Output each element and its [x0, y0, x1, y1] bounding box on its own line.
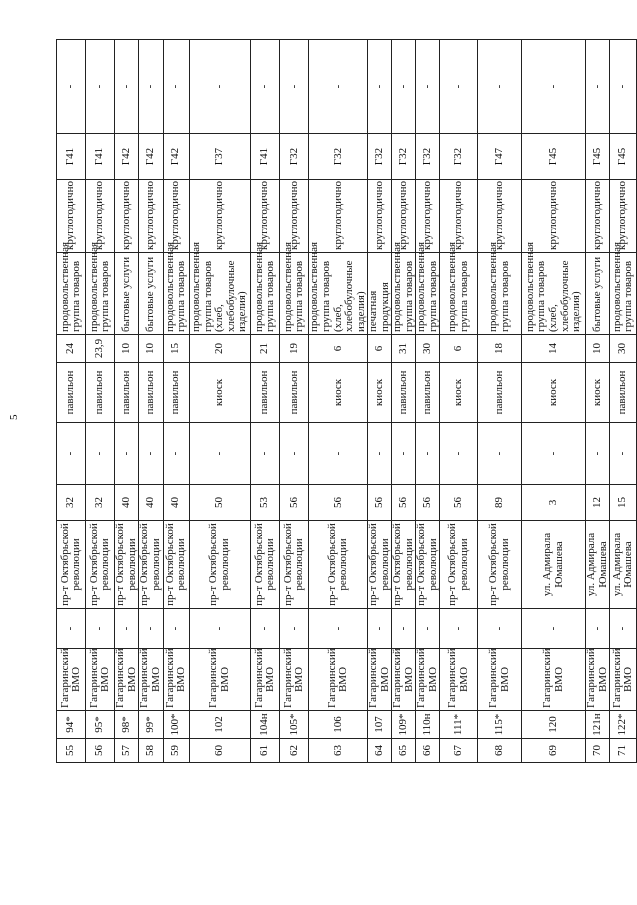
- cell-c4: -: [86, 609, 115, 649]
- table-row: [189, 40, 250, 763]
- table-body: [57, 40, 637, 763]
- cell-area: 6: [440, 335, 478, 363]
- cell-mode: круглогодично: [368, 180, 392, 253]
- cell-c4: -: [57, 609, 86, 649]
- cell-type: павильон: [416, 363, 440, 423]
- cell-spec: бытовые услуги: [115, 253, 139, 335]
- cell-type: павильон: [163, 363, 189, 423]
- cell-c4: -: [309, 609, 368, 649]
- cell-street: пр-т Октябрьской революции: [368, 521, 392, 609]
- cell-house: 12: [586, 485, 610, 521]
- cell-gost: Г42: [163, 134, 189, 180]
- cell-district: Гагаринский ВМО: [309, 649, 368, 711]
- cell-street: пр-т Октябрьской революции: [416, 521, 440, 609]
- cell-spec: продовольственная группа товаров: [610, 253, 636, 335]
- cell-c4: -: [251, 609, 280, 649]
- cell-c7: -: [392, 423, 416, 485]
- cell-area: 30: [416, 335, 440, 363]
- cell-street: пр-т Октябрьской революции: [440, 521, 478, 609]
- cell-spec: продовольственная группа товаров: [163, 253, 189, 335]
- cell-code: 107: [368, 711, 392, 739]
- cell-type: павильон: [86, 363, 115, 423]
- cell-area: 15: [163, 335, 189, 363]
- cell-c4: -: [522, 609, 586, 649]
- cell-area: 30: [610, 335, 636, 363]
- cell-type: павильон: [57, 363, 86, 423]
- cell-c4: -: [586, 609, 610, 649]
- cell-c13: -: [309, 40, 368, 134]
- cell-c7: -: [309, 423, 368, 485]
- cell-n: 70: [586, 739, 610, 763]
- cell-c13: -: [163, 40, 189, 134]
- cell-mode: круглогодично: [416, 180, 440, 253]
- table-row: [115, 40, 139, 763]
- cell-c7: -: [163, 423, 189, 485]
- cell-area: 10: [139, 335, 163, 363]
- cell-district: Гагаринский ВМО: [163, 649, 189, 711]
- cell-house: 50: [189, 485, 250, 521]
- cell-gost: Г47: [478, 134, 522, 180]
- cell-district: Гагаринский ВМО: [280, 649, 309, 711]
- cell-c13: -: [280, 40, 309, 134]
- cell-district: Гагаринский ВМО: [115, 649, 139, 711]
- cell-spec: продовольственная группа товаров: [280, 253, 309, 335]
- cell-spec: продовольственная группа товаров: [440, 253, 478, 335]
- cell-mode: круглогодично: [189, 180, 250, 253]
- cell-area: 6: [309, 335, 368, 363]
- cell-c13: -: [57, 40, 86, 134]
- cell-code: 121н: [586, 711, 610, 739]
- cell-mode: круглогодично: [309, 180, 368, 253]
- cell-spec: продовольственная группа товаров: [478, 253, 522, 335]
- cell-house: 53: [251, 485, 280, 521]
- cell-house: 56: [309, 485, 368, 521]
- cell-code: 104н: [251, 711, 280, 739]
- cell-code: 115*: [478, 711, 522, 739]
- cell-c4: -: [368, 609, 392, 649]
- cell-house: 56: [440, 485, 478, 521]
- cell-c13: -: [139, 40, 163, 134]
- cell-district: Гагаринский ВМО: [522, 649, 586, 711]
- cell-mode: круглогодично: [280, 180, 309, 253]
- cell-street: пр-т Октябрьской революции: [189, 521, 250, 609]
- cell-mode: круглогодично: [522, 180, 586, 253]
- cell-type: павильон: [478, 363, 522, 423]
- cell-area: 10: [586, 335, 610, 363]
- cell-c7: -: [440, 423, 478, 485]
- cell-type: павильон: [392, 363, 416, 423]
- cell-c7: -: [251, 423, 280, 485]
- cell-c7: -: [189, 423, 250, 485]
- cell-c13: -: [368, 40, 392, 134]
- cell-district: Гагаринский ВМО: [440, 649, 478, 711]
- cell-n: 57: [115, 739, 139, 763]
- cell-type: киоск: [586, 363, 610, 423]
- cell-c13: -: [86, 40, 115, 134]
- cell-c7: -: [478, 423, 522, 485]
- table-row: [280, 40, 309, 763]
- cell-district: Гагаринский ВМО: [368, 649, 392, 711]
- cell-spec: бытовые услуги: [139, 253, 163, 335]
- cell-code: 110н: [416, 711, 440, 739]
- cell-district: Гагаринский ВМО: [139, 649, 163, 711]
- cell-house: 56: [280, 485, 309, 521]
- cell-c7: -: [280, 423, 309, 485]
- cell-c4: -: [280, 609, 309, 649]
- cell-district: Гагаринский ВМО: [586, 649, 610, 711]
- page-number: 5: [8, 414, 20, 420]
- cell-area: 6: [368, 335, 392, 363]
- cell-mode: круглогодично: [115, 180, 139, 253]
- cell-type: киоск: [309, 363, 368, 423]
- cell-mode: круглогодично: [440, 180, 478, 253]
- cell-gost: Г37: [189, 134, 250, 180]
- cell-area: 14: [522, 335, 586, 363]
- table-row: [57, 40, 86, 763]
- cell-house: 56: [392, 485, 416, 521]
- cell-code: 102: [189, 711, 250, 739]
- cell-c4: -: [163, 609, 189, 649]
- cell-c7: -: [368, 423, 392, 485]
- cell-code: 94*: [57, 711, 86, 739]
- cell-code: 99*: [139, 711, 163, 739]
- cell-area: 21: [251, 335, 280, 363]
- cell-c7: -: [586, 423, 610, 485]
- cell-c4: -: [440, 609, 478, 649]
- cell-area: 18: [478, 335, 522, 363]
- cell-code: 120: [522, 711, 586, 739]
- cell-mode: круглогодично: [251, 180, 280, 253]
- cell-house: 40: [115, 485, 139, 521]
- cell-house: 32: [86, 485, 115, 521]
- cell-gost: Г32: [440, 134, 478, 180]
- cell-c4: -: [416, 609, 440, 649]
- cell-n: 60: [189, 739, 250, 763]
- rotated-table-container: [56, 40, 635, 763]
- cell-spec: продовольственная группа товаров (хлеб, хлебобулочные изделия): [189, 253, 250, 335]
- cell-code: 105*: [280, 711, 309, 739]
- cell-street: пр-т Октябрьской революции: [163, 521, 189, 609]
- table-row: [368, 40, 392, 763]
- cell-gost: Г45: [610, 134, 636, 180]
- cell-n: 58: [139, 739, 163, 763]
- cell-mode: круглогодично: [86, 180, 115, 253]
- cell-c13: -: [522, 40, 586, 134]
- cell-spec: продовольственная группа товаров: [86, 253, 115, 335]
- cell-district: Гагаринский ВМО: [251, 649, 280, 711]
- cell-c13: -: [586, 40, 610, 134]
- cell-n: 71: [610, 739, 636, 763]
- cell-area: 19: [280, 335, 309, 363]
- cell-house: 3: [522, 485, 586, 521]
- cell-type: павильон: [610, 363, 636, 423]
- cell-mode: круглогодично: [392, 180, 416, 253]
- cell-c13: -: [610, 40, 636, 134]
- cell-c13: -: [251, 40, 280, 134]
- cell-gost: Г32: [392, 134, 416, 180]
- cell-house: 40: [163, 485, 189, 521]
- table-row: [251, 40, 280, 763]
- cell-gost: Г45: [522, 134, 586, 180]
- cell-n: 59: [163, 739, 189, 763]
- cell-n: 61: [251, 739, 280, 763]
- cell-c7: -: [139, 423, 163, 485]
- table-row: [478, 40, 522, 763]
- cell-gost: Г32: [309, 134, 368, 180]
- cell-district: Гагаринский ВМО: [392, 649, 416, 711]
- cell-c7: -: [522, 423, 586, 485]
- cell-n: 65: [392, 739, 416, 763]
- cell-type: павильон: [139, 363, 163, 423]
- cell-house: 32: [57, 485, 86, 521]
- cell-code: 111*: [440, 711, 478, 739]
- cell-mode: круглогодично: [139, 180, 163, 253]
- cell-mode: круглогодично: [57, 180, 86, 253]
- cell-gost: Г41: [86, 134, 115, 180]
- cell-mode: круглогодично: [478, 180, 522, 253]
- cell-spec: продовольственная группа товаров: [416, 253, 440, 335]
- cell-street: пр-т Октябрьской революции: [309, 521, 368, 609]
- cell-code: 122*: [610, 711, 636, 739]
- table-row: [522, 40, 586, 763]
- table-row: [440, 40, 478, 763]
- cell-n: 56: [86, 739, 115, 763]
- table-row: [416, 40, 440, 763]
- cell-c7: -: [86, 423, 115, 485]
- cell-n: 66: [416, 739, 440, 763]
- cell-gost: Г41: [57, 134, 86, 180]
- cell-area: 23,9: [86, 335, 115, 363]
- cell-c7: -: [57, 423, 86, 485]
- cell-gost: Г41: [251, 134, 280, 180]
- cell-district: Гагаринский ВМО: [416, 649, 440, 711]
- cell-spec: бытовые услуги: [586, 253, 610, 335]
- table-row: [309, 40, 368, 763]
- cell-house: 56: [368, 485, 392, 521]
- cell-gost: Г42: [115, 134, 139, 180]
- cell-house: 15: [610, 485, 636, 521]
- cell-district: Гагаринский ВМО: [57, 649, 86, 711]
- cell-c13: -: [478, 40, 522, 134]
- cell-type: павильон: [280, 363, 309, 423]
- cell-n: 64: [368, 739, 392, 763]
- table-row: [139, 40, 163, 763]
- cell-spec: продовольственная группа товаров (хлеб, хлебобулочные изделия): [522, 253, 586, 335]
- cell-type: киоск: [368, 363, 392, 423]
- cell-spec: продовольственная группа товаров: [392, 253, 416, 335]
- cell-street: пр-т Октябрьской революции: [478, 521, 522, 609]
- cell-code: 106: [309, 711, 368, 739]
- cell-c13: -: [416, 40, 440, 134]
- cell-area: 24: [57, 335, 86, 363]
- cell-c7: -: [610, 423, 636, 485]
- cell-c4: -: [189, 609, 250, 649]
- cell-c13: -: [115, 40, 139, 134]
- cell-district: Гагаринский ВМО: [610, 649, 636, 711]
- cell-n: 69: [522, 739, 586, 763]
- cell-street: пр-т Октябрьской революции: [86, 521, 115, 609]
- cell-n: 67: [440, 739, 478, 763]
- cell-district: Гагаринский ВМО: [189, 649, 250, 711]
- cell-c4: -: [115, 609, 139, 649]
- cell-gost: Г32: [368, 134, 392, 180]
- cell-code: 98*: [115, 711, 139, 739]
- cell-gost: Г32: [280, 134, 309, 180]
- cell-c4: -: [610, 609, 636, 649]
- cell-c7: -: [115, 423, 139, 485]
- cell-c13: -: [440, 40, 478, 134]
- cell-n: 63: [309, 739, 368, 763]
- cell-street: пр-т Октябрьской революции: [57, 521, 86, 609]
- cell-n: 62: [280, 739, 309, 763]
- cell-type: киоск: [189, 363, 250, 423]
- cell-gost: Г45: [586, 134, 610, 180]
- cell-gost: Г42: [139, 134, 163, 180]
- cell-code: 109*: [392, 711, 416, 739]
- cell-street: ул. Адмирала Юмашева: [522, 521, 586, 609]
- cell-c13: -: [189, 40, 250, 134]
- cell-c13: -: [392, 40, 416, 134]
- cell-type: киоск: [440, 363, 478, 423]
- table-row: [586, 40, 610, 763]
- cell-street: ул. Адмирала Юмашева: [610, 521, 636, 609]
- cell-area: 31: [392, 335, 416, 363]
- cell-c7: -: [416, 423, 440, 485]
- cell-type: киоск: [522, 363, 586, 423]
- cell-street: пр-т Октябрьской революции: [139, 521, 163, 609]
- cell-mode: круглогодично: [586, 180, 610, 253]
- cell-c4: -: [478, 609, 522, 649]
- cell-area: 10: [115, 335, 139, 363]
- cell-street: ул. Адмирала Юмашева: [586, 521, 610, 609]
- cell-district: Гагаринский ВМО: [478, 649, 522, 711]
- table-row: [163, 40, 189, 763]
- cell-code: 100*: [163, 711, 189, 739]
- table-row: [610, 40, 636, 763]
- cell-c4: -: [139, 609, 163, 649]
- table-row: [86, 40, 115, 763]
- cell-spec: продовольственная группа товаров (хлеб, хлебобулочные изделия): [309, 253, 368, 335]
- cell-type: павильон: [251, 363, 280, 423]
- cell-gost: Г32: [416, 134, 440, 180]
- cell-type: павильон: [115, 363, 139, 423]
- cell-n: 68: [478, 739, 522, 763]
- cell-street: пр-т Октябрьской революции: [280, 521, 309, 609]
- cell-code: 95*: [86, 711, 115, 739]
- cell-street: пр-т Октябрьской революции: [115, 521, 139, 609]
- table-row: [392, 40, 416, 763]
- cell-house: 56: [416, 485, 440, 521]
- kiosk-table: [56, 39, 637, 763]
- cell-spec: продовольственная группа товаров: [251, 253, 280, 335]
- cell-street: пр-т Октябрьской революции: [251, 521, 280, 609]
- cell-street: пр-т Октябрьской революции: [392, 521, 416, 609]
- cell-house: 40: [139, 485, 163, 521]
- cell-n: 55: [57, 739, 86, 763]
- cell-house: 89: [478, 485, 522, 521]
- cell-spec: продовольственная группа товаров: [57, 253, 86, 335]
- cell-district: Гагаринский ВМО: [86, 649, 115, 711]
- cell-spec: печатная продукция: [368, 253, 392, 335]
- cell-mode: круглогодично: [610, 180, 636, 253]
- cell-c4: -: [392, 609, 416, 649]
- cell-mode: круглогодично: [163, 180, 189, 253]
- cell-area: 20: [189, 335, 250, 363]
